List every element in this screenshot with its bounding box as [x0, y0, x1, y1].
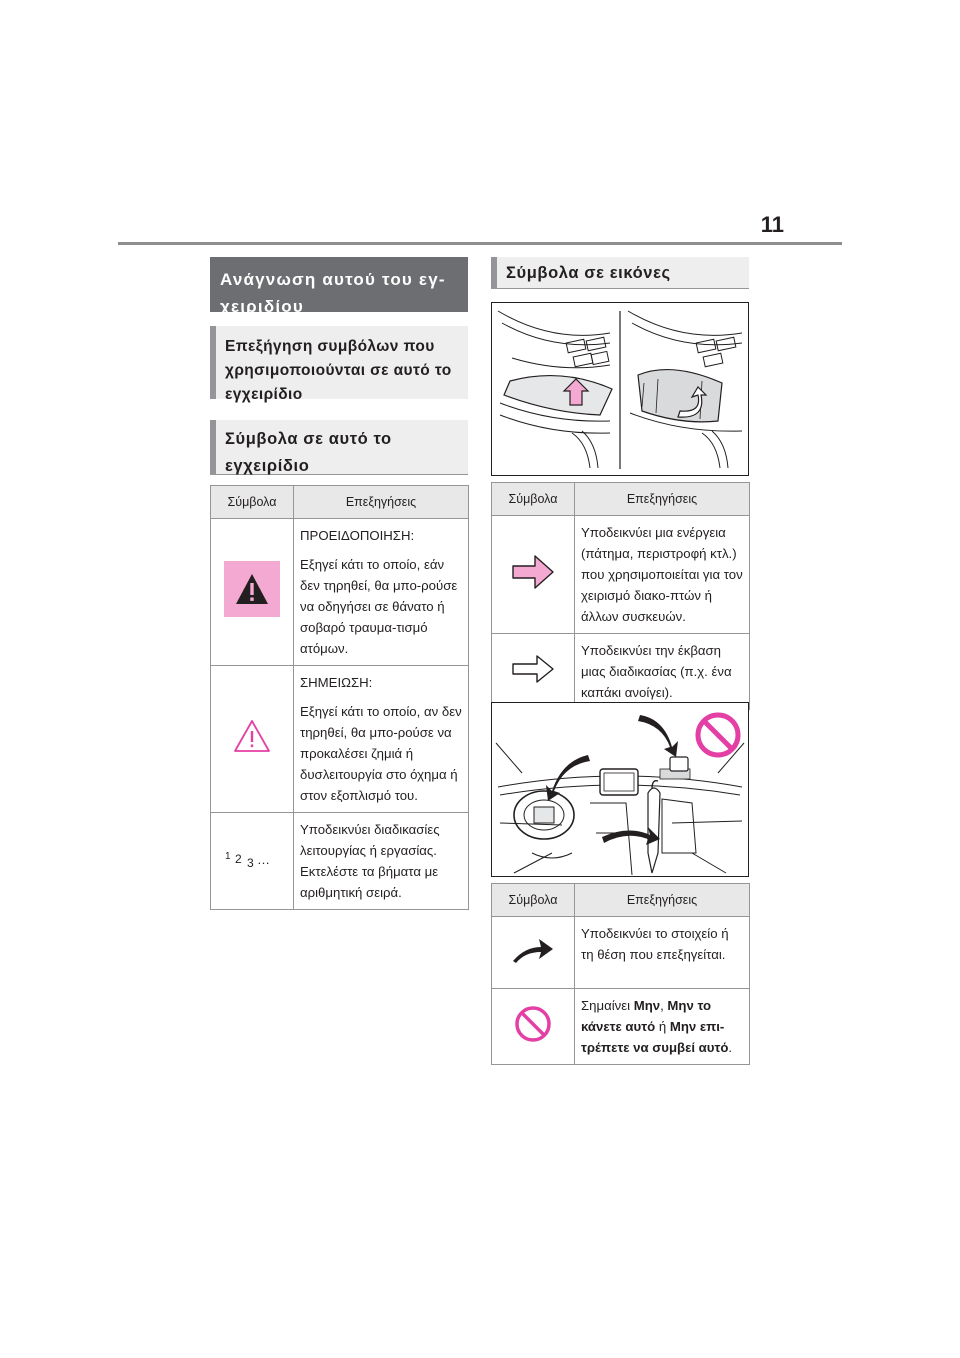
header-rule [118, 242, 842, 245]
chapter-heading: Ανάγνωση αυτού του εγ-χειριδίου [210, 257, 468, 312]
caution-triangle-outline-icon [232, 718, 272, 754]
symbol-cell [211, 813, 294, 910]
mirror-illustration [491, 302, 749, 476]
warning-label: ΠΡΟΕΙΔΟΠΟΙΗΣΗ: [300, 528, 415, 543]
prohibition-sep-2: ή [655, 1019, 670, 1034]
symbol-cell [492, 989, 575, 1065]
explanation-cell [575, 917, 750, 989]
col-explanations: Επεξηγήσεις [575, 483, 750, 516]
prohibition-bold-2: Μην το κάνετε αυτό [581, 998, 712, 1034]
explanation-cell [575, 989, 750, 1065]
explanation-cell [294, 666, 469, 813]
symbol-cell [211, 666, 294, 813]
step-numbers-icon [221, 846, 283, 870]
manual-symbols-table [210, 485, 469, 910]
symbol-cell [492, 516, 575, 634]
section-title-figure-symbols: Σύμβολα σε εικόνες [491, 257, 749, 289]
figure-arrows-table [491, 482, 750, 710]
prohibition-sep-1: , [660, 998, 668, 1013]
explanation-cell [575, 516, 750, 634]
prohibition-bold-3: Μην επι-τρέπετε να συμβεί αυτό [581, 1019, 729, 1055]
subheading: Επεξήγηση συμβόλων που χρησιμοποιούνται σε αυτό το εγχειρίδιο [210, 326, 468, 399]
prohibition-circle-small-icon [698, 715, 738, 755]
result-arrow-text: Υποδεικνύει την έκβαση μιας διαδικασίας (π.χ. ένα καπάκι ανοίγει). [581, 643, 732, 700]
step-number-1: 1 [225, 851, 231, 862]
curved-pointer-arrow-icon [511, 935, 555, 965]
outline-arrow-icon [511, 653, 555, 685]
pointer-text: Υποδεικνύει το στοιχείο ή τη θέση που επεξηγείται. [581, 926, 729, 962]
section-title-manual-symbols: Σύμβολα σε αυτό το εγχειρίδιο [210, 420, 468, 475]
table-row [211, 519, 469, 666]
pink-filled-arrow-icon [511, 552, 555, 592]
mirror-illustration-drawing [492, 303, 748, 475]
table-row [211, 666, 469, 813]
symbol-cell [492, 917, 575, 989]
step-number-3: 3 [247, 856, 254, 870]
explanation-cell [294, 813, 469, 910]
col-explanations: Επεξηγήσεις [294, 486, 469, 519]
action-arrow-text: Υποδεικνύει μια ενέργεια (πάτημα, περιστροφή κτλ.) που χρησιμοποιείται για τον χειρισμό διακο-πτών ή άλλων συσκευών. [581, 525, 743, 624]
prohibition-end: . [728, 1040, 733, 1055]
explanation-cell [294, 519, 469, 666]
note-text: Εξηγεί κάτι το οποίο, αν δεν τηρηθεί, θα μπο-ρούσε να προκαλέσει ζημιά ή δυσλειτουργία στο όχημα ή στον εξοπλισμό του. [300, 704, 462, 803]
warning-triangle-pink-icon [224, 561, 280, 617]
note-label: ΣΗΜΕΙΩΣΗ: [300, 675, 373, 690]
table-header-row [492, 884, 750, 917]
dashboard-illustration-drawing [492, 703, 748, 876]
steps-text: Υποδεικνύει διαδικασίες λειτουργίας ή εργασίας. Εκτελέστε τα βήματα με αριθμητική σειρά. [300, 822, 440, 900]
col-symbols: Σύμβολα [211, 486, 294, 519]
table-header-row [492, 483, 750, 516]
warning-text: Εξηγεί κάτι το οποίο, εάν δεν τηρηθεί, θα μπο-ρούσε να οδηγήσει σε θάνατο ή σοβαρό τραυμα-τισμό ατόμων. [300, 557, 458, 656]
table-row [211, 813, 469, 910]
col-symbols: Σύμβολα [492, 884, 575, 917]
table-header-row [211, 486, 469, 519]
table-row [492, 516, 750, 634]
step-dots: … [257, 852, 270, 867]
symbol-cell [211, 519, 294, 666]
dashboard-illustration [491, 702, 749, 877]
symbol-cell [492, 634, 575, 710]
table-row [492, 989, 750, 1065]
col-explanations: Επεξηγήσεις [575, 884, 750, 917]
prohibition-circle-icon [513, 1004, 553, 1044]
page-number: 11 [760, 212, 784, 237]
figure-pointers-table [491, 883, 750, 1065]
prohibition-bold-1: Μην [633, 998, 661, 1013]
table-row [492, 634, 750, 710]
table-row [492, 917, 750, 989]
step-number-2: 2 [235, 852, 242, 866]
prohibition-text-pre: Σημαίνει [581, 998, 634, 1013]
col-symbols: Σύμβολα [492, 483, 575, 516]
prohibition-text [581, 995, 743, 1058]
explanation-cell [575, 634, 750, 710]
